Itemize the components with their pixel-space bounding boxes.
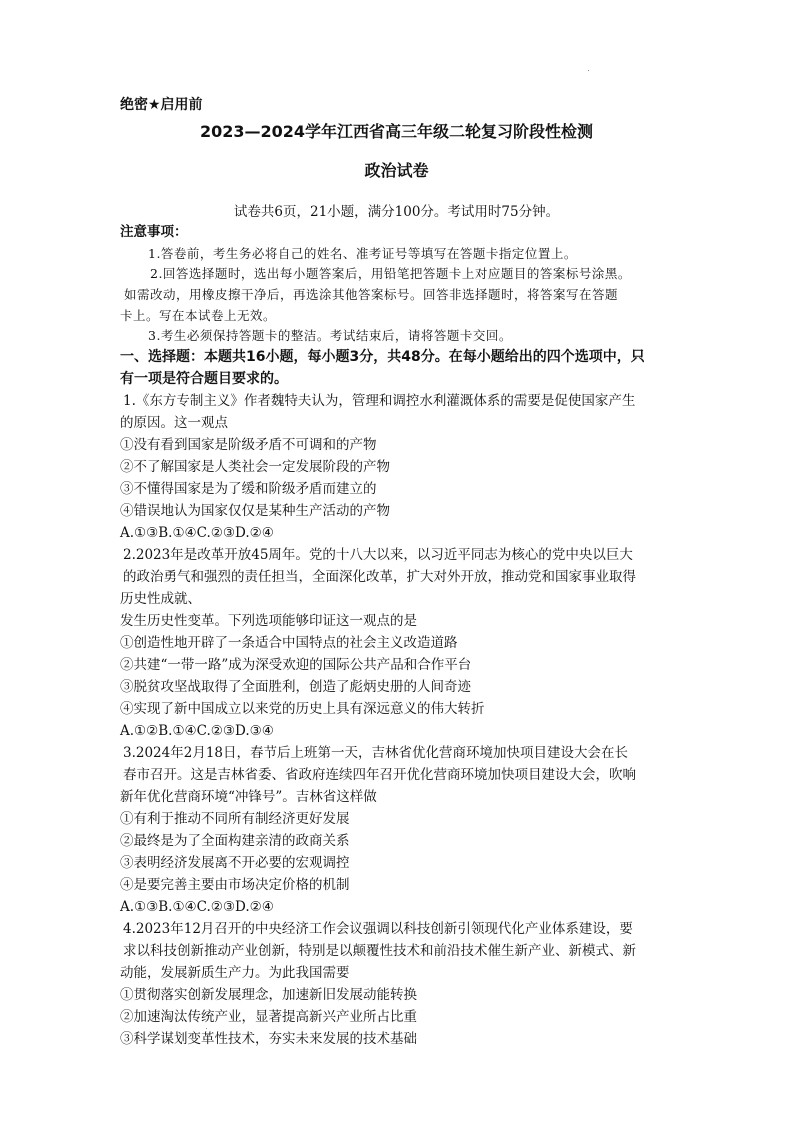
note-3: 3.考生必须保持答题卡的整洁。考试结束后，请将答题卡交回。 [148, 328, 512, 343]
q3-option-2: ②最终是为了全面构建亲清的政商关系 [120, 833, 350, 849]
exam-title: 2023—2024学年江西省高三年级二轮复习阶段性检测 [199, 122, 594, 141]
notes-heading: 注意事项： [120, 224, 188, 240]
section-heading-cont: 有一项是符合题目要求的。 [120, 371, 288, 387]
q2-option-2: ②共建“一带一路”成为深受欢迎的国际公共产品和合作平台 [120, 657, 472, 673]
question-2-stem-cont: 历史性成就、 [120, 591, 201, 607]
q2-option-4: ④实现了新中国成立以来党的历史上具有深远意义的伟大转折 [120, 701, 485, 717]
q3-option-1: ①有利于推动不同所有制经济更好发展 [120, 811, 350, 827]
question-3-stem-cont: 春市召开。这是吉林省委、省政府连续四年召开优化营商环境加快项目建设大会，吹响 [123, 767, 636, 783]
question-2-stem: 2.2023年是改革开放45周年。党的十八大以来，以习近平同志为核心的党中央以巨大 [123, 547, 633, 563]
question-4-stem-cont: 求以科技创新推动产业创新，特别是以颠覆性技术和前沿技术催生新产业、新模式、新 [123, 943, 636, 959]
question-1-stem: 1.《东方专制主义》作者魏特夫认为，管理和调控水利灌溉体系的需要是促使国家产生 [123, 393, 636, 409]
q1-option-1: ①没有看到国家是阶级矛盾不可调和的产物 [120, 437, 377, 453]
q1-choices: A.①③B.①④C.②③D.②④ [120, 525, 274, 541]
q4-option-2: ②加速淘汰传统产业，显著提高新兴产业所占比重 [120, 1009, 417, 1025]
q3-option-4: ④是要完善主要由市场决定价格的机制 [120, 877, 350, 893]
q2-choices: A.①②B.①④C.②③D.③④ [120, 723, 274, 739]
question-3-stem: 3.2024年2月18日，春节后上班第一天，吉林省优化营商环境加快项目建设大会在长 [123, 745, 629, 761]
q4-option-1: ①贯彻落实创新发展理念，加速新旧发展动能转换 [120, 987, 417, 1003]
q3-choices: A.①③B.①④C.②③D.②④ [120, 899, 274, 915]
exam-subtitle: 政治试卷 [364, 161, 429, 180]
q1-option-3: ③不懂得国家是为了缓和阶级矛盾而建立的 [120, 481, 377, 497]
note-2-cont: 如需改动，用橡皮擦干净后，再选涂其他答案标号。回答非选择题时，将答案写在答题 [124, 287, 619, 302]
q1-option-4: ④错误地认为国家仅仅是某种生产活动的产物 [120, 503, 390, 519]
exam-info: 试卷共6页，21小题，满分100分。考试用时75分钟。 [233, 204, 560, 220]
question-2-stem-cont: 发生历史性变革。下列选项能够印证这一观点的是 [120, 613, 417, 629]
q1-option-2: ②不了解国家是人类社会一定发展阶段的产物 [120, 459, 390, 475]
scan-dot [588, 70, 589, 71]
confidential-mark: 绝密★启用前 [120, 97, 203, 113]
question-1-stem-cont: 的原因。这一观点 [120, 415, 228, 431]
q3-option-3: ③表明经济发展离不开必要的宏观调控 [120, 855, 350, 871]
q2-option-3: ③脱贫攻坚战取得了全面胜利，创造了彪炳史册的人间奇迹 [120, 679, 471, 695]
q4-option-3: ③科学谋划变革性技术，夯实未来发展的技术基础 [120, 1031, 417, 1047]
question-2-stem-cont: 的政治勇气和强烈的责任担当，全面深化改革，扩大对外开放，推动党和国家事业取得 [123, 569, 636, 585]
q2-option-1: ①创造性地开辟了一条适合中国特点的社会主义改造道路 [120, 635, 458, 651]
note-2-cont: 卡上。写在本试卷上无效。 [120, 308, 277, 323]
section-heading: 一、选择题：本题共16小题，每小题3分，共48分。在每小题给出的四个选项中，只 [120, 349, 645, 365]
question-4-stem: 4.2023年12月召开的中央经济工作会议强调以科技创新引领现代化产业体系建设，要 [123, 921, 633, 937]
question-4-stem-cont: 动能，发展新质生产力。为此我国需要 [120, 965, 350, 981]
question-3-stem-cont: 新年优化营商环境“冲锋号”。吉林省这样做 [120, 789, 377, 805]
note-2: 2.回答选择题时，选出每小题答案后，用铅笔把答题卡上对应题目的答案标号涂黑。 [150, 266, 631, 281]
note-1: 1.答卷前，考生务必将自己的姓名、准考证号等填写在答题卡指定位置上。 [148, 246, 577, 261]
